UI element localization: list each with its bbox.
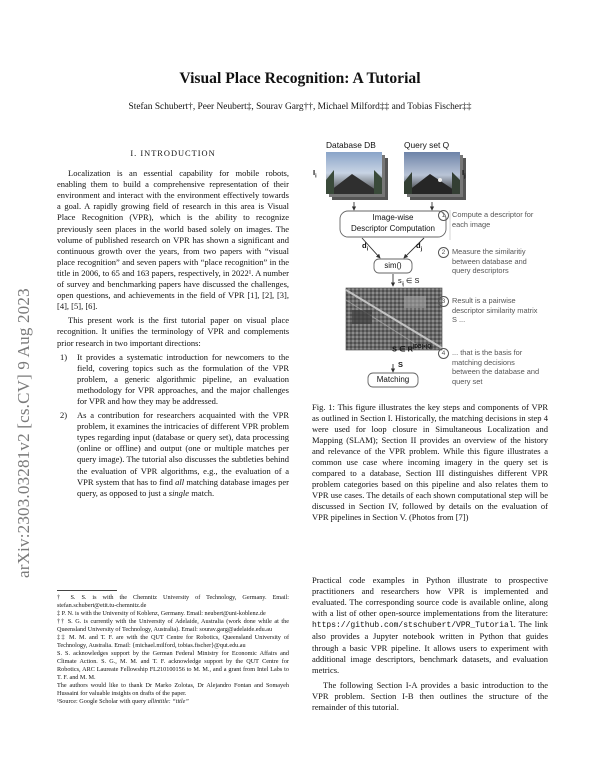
db-image-symbol (313, 168, 317, 180)
db-image-index: i (315, 173, 317, 180)
intro-paragraph-1: Localization is an essential capability for mobile robots, enabling them to build a comprehensive representation of their environment and interact with the environment effectively towards a goal. A rapidly growing field of research in this area is Visual Place Recognition (VPR), which is the ability to recognize previously seen places in the world based solely on images. The volume of published research on VPR has shown a significant and continuous growth over the years, from two papers with “visual place recognition” and seven papers with “place recognition” in the title in 2006, to 65 and 163 papers, respectively, in 2022¹. A number of survey and benchmarking papers have discussed the challenges, open questions, and achievements in the field of VPR [1], [2], [3], [4], [5], [6]. (57, 168, 289, 312)
arxiv-id: arXiv:2303.03281v2 [cs.CV] 9 Aug 2023 (14, 288, 33, 578)
step-number-2: 2 (438, 247, 449, 258)
list-text-part: match. (189, 487, 215, 498)
db-image-letter: I (313, 168, 316, 177)
right-column-body (312, 575, 548, 713)
descriptor-dj-letter: d (416, 241, 421, 250)
intro-paragraph-2: This present work is the first tutorial paper on visual place recognition. It unifies the terminology of VPR and complements prior research in two important directions: (57, 315, 289, 348)
author-list: Stefan Schubert†, Peer Neubert‡, Sourav Garg††, Michael Milford‡‡ and Tobias Fischer‡‡ (128, 102, 472, 112)
footnote: † S. S. is with the Chemnitz University of Technology, Germany. Email: stefan.schubert@etit.tu-chemnitz.de (57, 594, 289, 609)
arxiv-watermark (8, 200, 38, 580)
step-annotation-2 (438, 247, 550, 276)
footnote: ‡‡ M. M. and T. F. are with the QUT Centre for Robotics, Queensland University of Technology, Australia. Email: {michael.milford, tobias.fischer}@qut.edu.au (57, 634, 289, 649)
descriptor-dj (416, 241, 422, 253)
footnote: S. S. acknowledges support by the German Federal Ministry for Economic Affairs and Climate Action. S. G., M. M. and T. F. acknowledge support by the QUT Centre for Robotics, ARC Laureate Fellowship FL210100156 to M. M., and a grant from Intel Labs to T. F. and M. M. (57, 650, 289, 681)
right-paragraph-1 (312, 575, 548, 676)
figure-caption (312, 402, 548, 523)
step-number-4: 4 (438, 348, 449, 359)
matrix-symbol: S ∈ R (392, 344, 413, 354)
paper-title: Visual Place Recognition: A Tutorial (179, 70, 421, 87)
similarity-index: ij (401, 281, 404, 288)
right-paragraph-2: The following Section I-A provides a basic introduction to the VPR problem. Section I-B then outlines the structure of the remainder of this tutorial. (312, 679, 548, 713)
descriptor-di-index: i (366, 246, 369, 253)
list-text (77, 410, 289, 499)
step-number-3: 3 (438, 296, 449, 307)
list-item (57, 352, 289, 407)
step-annotation-4 (438, 348, 550, 386)
github-link[interactable]: https://github.com/stschubert/VPR_Tutorial (312, 621, 514, 631)
emphasis: all (175, 476, 185, 487)
right-paragraph-1-text: Practical code examples in Python illustrate to prospective practitioners and researchers how VPR is implemented and evaluated. The corresponding source code is available online, along with a list of other open-source implementations from the literature: (312, 575, 548, 619)
matrix-dim: |DB|×|Q| (413, 344, 433, 350)
footnote-rule (57, 590, 117, 591)
footnote: ‡ P. N. is with the University of Koblenz, Germany. Email: neubert@uni-koblenz.de (57, 610, 266, 617)
sim-function-label: sim() (384, 261, 402, 270)
database-images (326, 152, 388, 200)
similarity-value-label (398, 276, 419, 287)
footnote-query: allintitle: “title” (147, 698, 189, 705)
descriptor-di (362, 241, 368, 253)
query-image-index: j (464, 173, 466, 180)
footnote-source-text: ¹Source: Google Scholar with query (57, 698, 148, 705)
database-label: Database DB (326, 140, 376, 150)
descriptor-di-letter: d (362, 241, 367, 250)
matrix-label (392, 344, 433, 353)
caption-text: Fig. 1: This figure illustrates the key steps and components of VPR as outlined in Section I. Historically, the matching decisions in step 4 were used for loop closure in Simultaneous Localization and Mapping (SLAM); Section II provides an overview of the history and relevance of the VPR problem. While this figure illustrates a common use case where incoming imagery in the query set is compared to a database, Section III distinguishes different VPR problem categories based on this pipeline and also relates them to VPR use cases. The details of each shown computational step will be discussed in Section IV, followed by details on the evaluation of VPR pipelines in Section V. (Photos from [7]) (312, 402, 548, 522)
step-text-1: Compute a descriptor for each image (452, 210, 534, 229)
similarity-in-s: ∈ S (406, 276, 420, 285)
step-text-2: Measure the similaritiy between database and query descriptors (452, 247, 527, 276)
similarity-s: s (398, 276, 402, 285)
step-text-3: Result is a pairwise descriptor similarity matrix S ... (452, 296, 538, 325)
list-text-part: As a contribution for researchers acquainted with the VPR problem, it examines the intricacies of different VPR problem types regarding input (database or query set), data processing (online or offline) and output (one or multiple matches per query image). The tutorial also discusses the subtleties behind the evaluation of VPR algorithms, e.g., the evaluation of a VPR system that has to find (77, 410, 289, 487)
step-number-1: 1 (438, 210, 449, 221)
footnote: The authors would like to thank Dr Marko Zolotas, Dr Alejandro Fontan and Somayeh Hussaini for valuable insights on drafts of the paper. (57, 682, 289, 697)
list-text-part: matching database images per query, as opposed to just a (77, 476, 289, 498)
list-number: 2) (60, 410, 68, 421)
list-text: It provides a systematic introduction for newcomers to the field, covering topics such as the formulation of the VPR problem, a generic algorithmic pipeline, an evaluation methodology for VPR approaches, and the major challenges for VPR and how they may be addressed. (77, 351, 289, 406)
list-number: 1) (60, 351, 68, 362)
footnote: †† S. G. is currently with the University of Adelaide, Australia (work done while at the Queensland University of Technology, Australia). Email: sourav.garg@adelaide.edu.au (57, 618, 289, 633)
query-image-letter: I (462, 168, 465, 177)
step-annotation-3 (438, 296, 550, 325)
step-annotation-1 (438, 210, 538, 229)
right-paragraph-1-text-cont: . The link also provides a Jupyter notebook written in Python that guides through a basic VPR pipeline. It allows users to experiment with additional image descriptors, benchmark datasets, and evaluation metrics. (312, 619, 548, 675)
s-arrow-label: S (398, 360, 403, 369)
section-heading: I. INTRODUCTION (130, 149, 216, 158)
query-images (404, 152, 466, 200)
step-text-4: ... that is the basis for matching decisions between the database and query set (452, 348, 540, 386)
left-column (57, 146, 289, 501)
descriptor-box-line-1: Image-wise (372, 213, 414, 222)
query-image-symbol (462, 168, 466, 180)
figure-1 (312, 140, 574, 402)
similarity-matrix (346, 288, 442, 350)
descriptor-box-line-2: Descriptor Computation (350, 224, 436, 233)
emphasis: single (168, 487, 190, 498)
query-label: Query set Q (404, 140, 450, 150)
descriptor-dj-index: j (420, 246, 423, 253)
list-item (57, 410, 289, 499)
matching-label: Matching (376, 375, 410, 384)
footnotes (57, 590, 289, 706)
footnote-source (57, 698, 289, 706)
